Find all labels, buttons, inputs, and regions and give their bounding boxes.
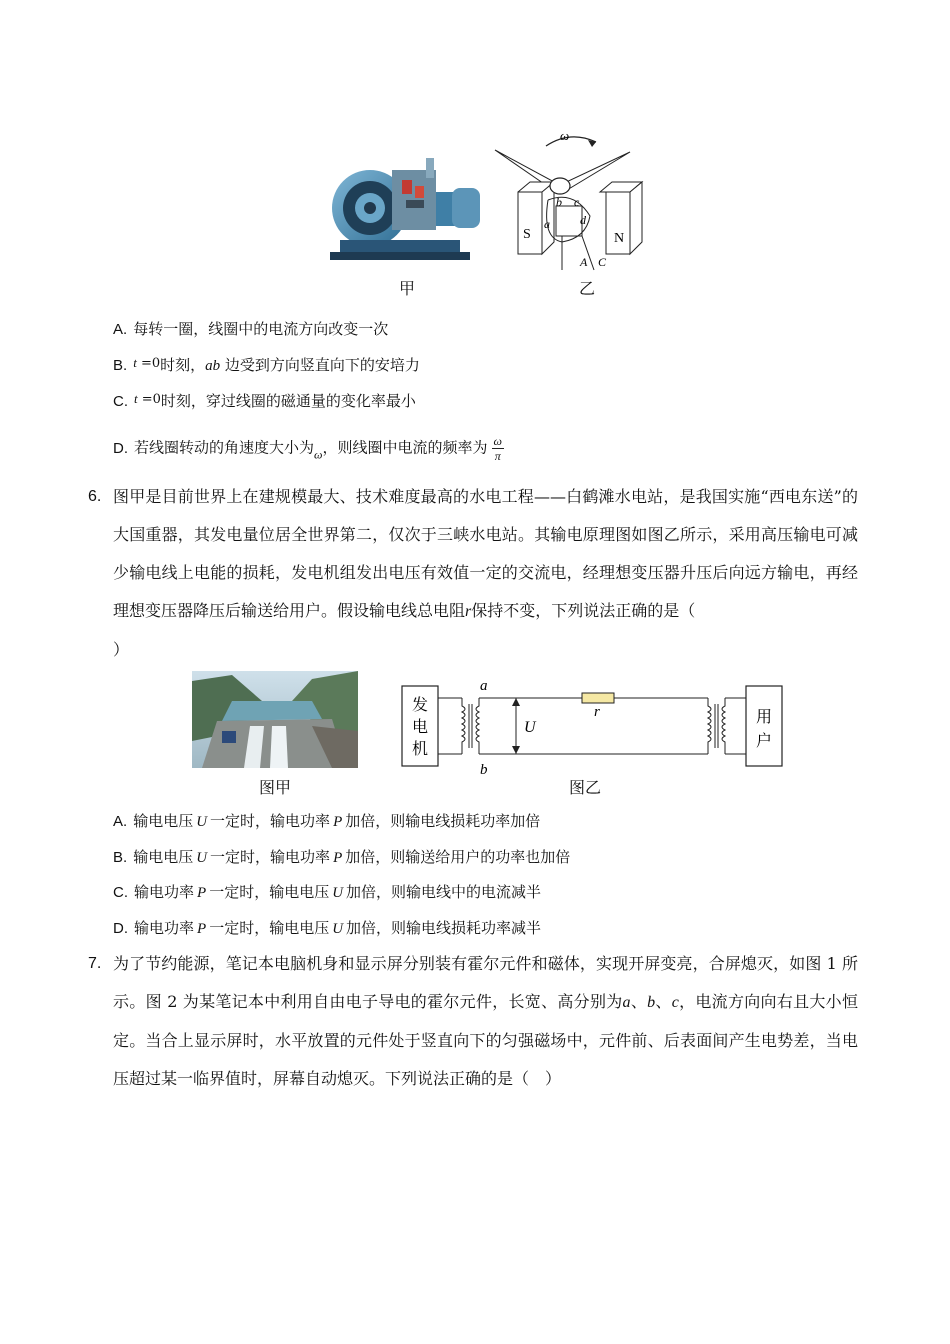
option-label: B. xyxy=(113,849,128,866)
q7-text-1: 为了节约能源，笔记本电脑机身和显示屏分别装有霍尔元件和磁体，实现开屏变亮，合屏熄灭，如图 1 所示。图 2 为某笔记本中利用自由电子导电的霍尔元件，长宽、高分别为 xyxy=(113,954,858,1011)
option-text: 若线圈转动的角速度大小为 xyxy=(134,438,315,457)
var-2: P xyxy=(333,850,343,866)
A-label: A xyxy=(580,255,588,269)
option-label: A. xyxy=(113,321,128,338)
option-text: 时刻，穿过线圈的磁通量的变化率最小 xyxy=(160,392,416,410)
option-text: 边受到方向竖直向下的安培力 xyxy=(220,356,420,374)
t-var: t xyxy=(133,355,137,370)
option-label: D. xyxy=(113,920,128,937)
ab-var: ab xyxy=(205,358,221,374)
q7-number: 7. xyxy=(88,955,102,972)
option-text: 时刻， xyxy=(160,356,206,374)
option-text: 加倍，则输电线中的电流减半 xyxy=(346,883,542,901)
q6-option-b[interactable] xyxy=(113,846,570,869)
option-label: C. xyxy=(113,393,128,410)
c-var: c xyxy=(671,994,679,1011)
q6-text: 图甲是目前世界上在建规模最大、技术难度最高的水电工程——白鹤滩水电站，是我国实施“西电东送”的大国重器，其发电量位居全世界第二，仅次于三峡水电站。其输电原理图如图乙所示，采用高压输电可减少输电线上电能的损耗，发电机组发出电压有效值一定的交流电，经理想变压器升压后向远方输电，再经理想变压器降压后输送给用户。假设输电线总电阻 xyxy=(113,487,858,620)
generator-label-1: 发 xyxy=(412,697,429,714)
b-label: b xyxy=(556,195,562,209)
transmission-circuit xyxy=(396,676,788,776)
option-text: 输电功率 xyxy=(134,883,195,901)
fig-yi-caption: 乙 xyxy=(578,279,595,298)
q6-close-paren: ） xyxy=(113,640,130,659)
U-label: U xyxy=(524,719,536,736)
q6-fig-jia-caption: 图甲 xyxy=(258,778,291,797)
s-pole-label: S xyxy=(523,227,531,242)
fig-jia-caption: 甲 xyxy=(398,279,415,298)
eq-text: =0 xyxy=(136,356,161,371)
option-label: C. xyxy=(113,884,128,901)
d-label: d xyxy=(580,213,586,227)
option-text: 一定时，输电功率 xyxy=(210,812,331,830)
var-2: P xyxy=(333,814,343,830)
var-2: U xyxy=(332,885,344,901)
option-text: 一定时，输电功率 xyxy=(210,848,331,866)
option-text: 输电功率 xyxy=(134,919,195,937)
q6-option-a[interactable] xyxy=(113,810,540,833)
generator-label-3: 机 xyxy=(412,741,429,758)
a-var: a xyxy=(622,994,631,1011)
var-1: U xyxy=(196,850,208,866)
C-label: C xyxy=(598,255,607,269)
q5-option-d[interactable] xyxy=(113,434,504,466)
q5-option-c[interactable] xyxy=(113,388,416,413)
eq-text: =0 xyxy=(137,392,161,407)
var-1: P xyxy=(197,885,207,901)
sep: 、 xyxy=(655,992,672,1011)
a-terminal-label: a xyxy=(480,678,488,694)
a-label: a xyxy=(544,217,550,231)
c-label: c xyxy=(574,195,580,209)
option-label: B. xyxy=(113,357,128,374)
r-label: r xyxy=(594,704,600,720)
q6-stem xyxy=(113,478,858,669)
frac-num: ω xyxy=(493,434,502,448)
r-var: r xyxy=(465,603,472,620)
q7-text-2: ，电流方向向右且大小恒定。当合上显示屏时，水平放置的元件处于竖直向下的匀强磁场中，元件前、后表面间产生电势差，当电压超过某一临界值时，屏幕自动熄灭。下列说法正确的是（ ） xyxy=(113,992,858,1088)
q6-number: 6. xyxy=(88,488,102,505)
option-text: 一定时，输电电压 xyxy=(209,883,330,901)
q5-option-a[interactable] xyxy=(113,318,388,341)
q5-option-b[interactable] xyxy=(113,352,420,377)
sep: 、 xyxy=(630,992,648,1011)
option-text: 加倍，则输电线损耗功率加倍 xyxy=(345,812,541,830)
var-1: P xyxy=(197,921,207,937)
dam-photo xyxy=(192,671,358,768)
option-text: 每转一圈，线圈中的电流方向改变一次 xyxy=(133,320,389,338)
option-text: 一定时，输电电压 xyxy=(209,919,330,937)
generator-photo xyxy=(330,140,485,275)
omega-var: ω xyxy=(314,447,323,462)
omega-over-pi-fraction xyxy=(492,434,504,463)
q6-fig-yi-caption: 图乙 xyxy=(568,778,601,797)
n-pole-label: N xyxy=(614,231,625,246)
user-label-2: 户 xyxy=(756,733,773,750)
q7-stem xyxy=(113,945,858,1098)
generator-label-2: 电 xyxy=(412,719,429,736)
t-var: t xyxy=(134,391,138,406)
option-text: ，则线圈中电流的频率为 xyxy=(322,438,488,457)
coil-magnet-diagram xyxy=(490,120,660,280)
option-text: 输电电压 xyxy=(133,848,194,866)
q6-option-d[interactable] xyxy=(113,917,541,940)
option-text: 加倍，则输电线损耗功率减半 xyxy=(346,919,542,937)
option-text: 输电电压 xyxy=(133,812,194,830)
option-label: A. xyxy=(113,813,128,830)
b-terminal-label: b xyxy=(480,762,488,776)
user-label-1: 用 xyxy=(756,709,773,726)
option-text: 加倍，则输送给用户的功率也加倍 xyxy=(345,848,571,866)
var-2: U xyxy=(332,921,344,937)
b-var: b xyxy=(647,994,656,1011)
q6-option-c[interactable] xyxy=(113,881,541,904)
q6-text-end: 保持不变，下列说法正确的是（ xyxy=(471,601,696,620)
frac-den: π xyxy=(494,449,501,463)
var-1: U xyxy=(196,814,208,830)
omega-label: ω xyxy=(560,128,570,143)
option-label: D. xyxy=(113,439,128,457)
